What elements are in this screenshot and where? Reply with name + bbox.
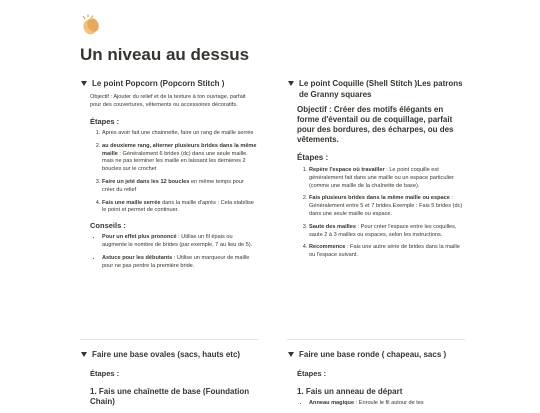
list-item: 4. Fais une maille serrée dans la maille d'après : Cela stabilise le point et permet de continuer. [102,200,258,216]
steps-heading: Étapes : [297,153,329,162]
toggle-triangle-icon[interactable] [81,81,87,86]
toggle-title: Faire une base ronde ( chapeau, sacs ) [299,350,447,359]
list-item: 2. au deuxieme rang, alterner plusieurs brides dans la même maille : Généralement 6 brides (dc) dans une seule maille. mais ne pas terminer les maille en laissant les dernieres 2 boucles sur le crochet [102,143,258,174]
toggle-header-popcorn[interactable] [80,78,258,89]
toggle-coquille [287,78,465,265]
list-item: 4. Recommence : Fais une autre série de brides dans la maille ou l'espace suivant. [309,244,465,260]
list-item: 2. Fais plusieurs brides dans la même maille ou espace : Généralement entre 5 et 7 brides.Exemple : Fais 5 brides (dc) dans une seule maille ou espace. [309,195,465,218]
list-item: • Astuce pour les débutants : Utilise un marqueur de maille pour ne pas perdre la première bride. [102,255,258,271]
objective-text: Objectif : Ajouter du relief et de la texture à ton ouvrage, parfait pour des couvertures, vêtements ou accessoires décoratifs. [90,94,246,108]
toggle-title: Faire une base ovales (sacs, hauts etc) [92,350,241,359]
steps-heading: Étapes : [90,369,120,378]
steps-list [90,130,258,215]
sub-heading: 1. Fais une chaînette de base (Foundation Chain) [90,387,250,406]
steps-list [297,167,465,260]
clapping-hands-icon [80,14,102,36]
toggle-base-ronde [287,349,465,413]
sub-list [297,400,465,408]
tips-list [90,234,258,270]
toggle-header-base-ovale[interactable] [80,349,258,360]
divider [80,339,258,340]
toggle-header-coquille[interactable] [287,78,465,100]
toggle-triangle-icon[interactable] [288,81,294,86]
toggle-title: Le point Popcorn (Popcorn Stitch ) [92,79,225,88]
list-item: • Pour un effet plus prononcé : Utilise un fil épais ou augmente le nombre de brides (par exemple, 7 au lieu de 5). [102,234,258,250]
divider [287,339,465,340]
steps-heading: Étapes : [90,117,120,126]
list-item: 3. Saute des mailles : Pour créer l'espace entre les coquilles, saute 2 à 3 mailles ou espaces, selon les instructions. [309,224,465,240]
toggle-base-ovale [80,349,258,411]
page-title: Un niveau au dessus [80,45,250,64]
objective-text: Objectif : Créer des motifs élégants en forme d'éventail ou de coquillage, parfait pour des bordures, des écharpes, ou des vêtements. [297,105,454,144]
list-item: 1. Apres avoir fait une chainnette, faire un rang de maille serrée [102,130,258,138]
toggle-header-base-ronde[interactable] [287,349,465,360]
list-item: 1. Repère l'espace où travailler : Le point coquille est généralement fait dans une maille ou un espace particulier (comme une maille de la chaînette de base). [309,167,465,190]
sub-heading: 1. Fais un anneau de départ [297,387,403,396]
list-item: 3. Faire un jeté dans les 12 boucles en même temps pour créer du relief [102,179,258,195]
toggle-popcorn [80,78,258,275]
tips-heading: Conseils : [90,221,126,231]
toggle-title: Le point Coquille (Shell Stitch )Les patrons de Granny squares [299,79,463,99]
list-item: • Anneau magique : Enroule le fil autour de tes [309,400,465,408]
toggle-triangle-icon[interactable] [81,352,87,357]
steps-heading: Étapes : [297,369,327,378]
toggle-triangle-icon[interactable] [288,352,294,357]
